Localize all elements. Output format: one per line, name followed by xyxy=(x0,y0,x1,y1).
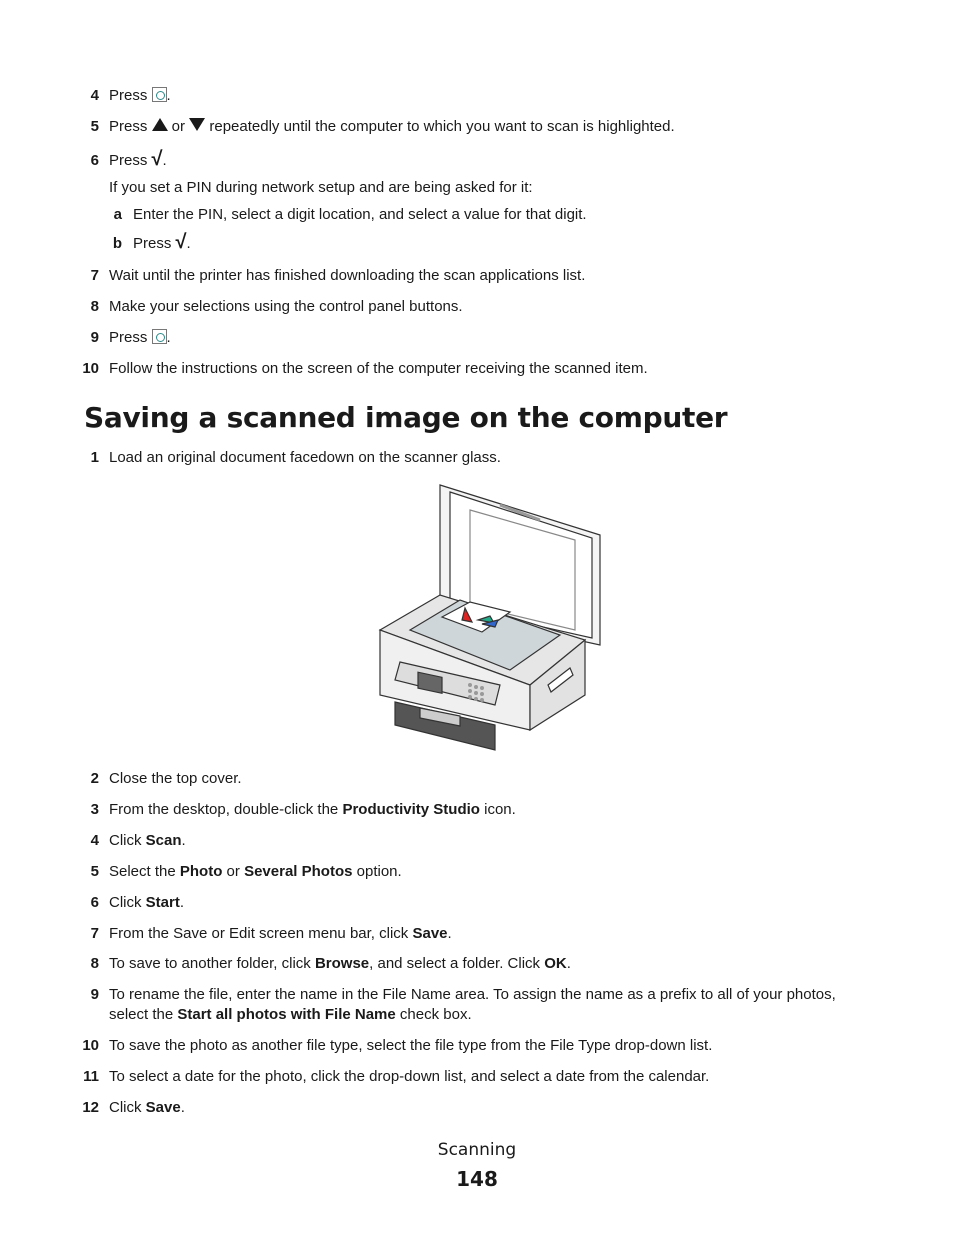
step-text: Click Start. xyxy=(109,894,185,911)
checkmark-icon: √ xyxy=(151,148,163,170)
step-number: 7 xyxy=(90,925,99,942)
bold-term: Save xyxy=(412,925,448,942)
step-number: 6 xyxy=(90,152,99,169)
step-text: From the Save or Edit screen menu bar, click Save. xyxy=(109,925,452,942)
step-number: 10 xyxy=(82,360,99,377)
step-text: Wait until the printer has finished downloading the scan applications list. xyxy=(109,267,586,284)
step-number: 3 xyxy=(90,801,99,818)
bold-term: Scan xyxy=(145,832,182,849)
bold-term: Browse xyxy=(314,955,370,972)
step-text: Close the top cover. xyxy=(109,770,242,787)
step-number: 9 xyxy=(90,986,99,1003)
start-button-icon xyxy=(152,87,167,102)
step-number: 1 xyxy=(90,449,99,466)
step-text: Click Save. xyxy=(109,1099,185,1116)
step-number: 2 xyxy=(90,770,99,787)
step-text: Follow the instructions on the screen of the computer receiving the scanned item. xyxy=(109,360,648,377)
bold-term: Photo xyxy=(179,863,223,880)
step-text: To save the photo as another file type, select the file type from the File Type drop-down list. xyxy=(109,1037,713,1054)
step-number: a xyxy=(113,206,122,223)
bold-term: Productivity Studio xyxy=(342,801,480,818)
arrow-down-icon xyxy=(189,118,205,131)
start-button-icon xyxy=(152,329,167,344)
step-number: 6 xyxy=(90,894,99,911)
checkmark-icon: √ xyxy=(175,231,187,253)
step-number: 11 xyxy=(83,1068,99,1085)
step-number: 4 xyxy=(90,832,99,849)
step-text: Press . xyxy=(109,87,171,104)
step-number: 8 xyxy=(90,955,99,972)
bold-term: Save xyxy=(145,1099,181,1116)
step-number: 9 xyxy=(90,329,99,346)
step-number: 5 xyxy=(90,118,99,135)
bold-term: Start xyxy=(145,894,180,911)
step-number: 10 xyxy=(82,1037,99,1054)
bold-term: Several Photos xyxy=(244,863,353,880)
step-text: Make your selections using the control panel buttons. xyxy=(109,298,463,315)
section-title: Saving a scanned image on the computer xyxy=(84,401,728,434)
step-text: Click Scan. xyxy=(109,832,186,849)
scanner-illustration xyxy=(370,480,610,755)
step-text: Press or repeatedly until the computer to which you want to scan is highlighted. xyxy=(109,118,675,135)
step-number: 5 xyxy=(90,863,99,880)
step-text: Load an original document facedown on the scanner glass. xyxy=(109,449,501,466)
bold-term: Start all photos with File Name xyxy=(177,1006,396,1023)
step-text: Select the Photo or Several Photos option. xyxy=(109,863,402,880)
step-number: 12 xyxy=(82,1099,99,1116)
step-text: To save to another folder, click Browse, and select a folder. Click OK. xyxy=(109,955,571,972)
step-number: b xyxy=(112,235,122,252)
step-text: From the desktop, double-click the Productivity Studio icon. xyxy=(109,801,516,818)
pin-note: If you set a PIN during network setup and are being asked for it: xyxy=(109,179,533,196)
step-text: Enter the PIN, select a digit location, and select a value for that digit. xyxy=(133,206,587,223)
step-text: To rename the file, enter the name in the File Name area. To assign the name as a prefix to all of your photos, select the Start all photos with File Name check box. xyxy=(109,986,836,1023)
page-number: 148 xyxy=(456,1167,498,1191)
step-number: 4 xyxy=(90,87,99,104)
footer-section-label: Scanning xyxy=(437,1140,517,1160)
bold-term: OK xyxy=(544,955,567,972)
step-number: 7 xyxy=(90,267,99,284)
step-text: Press . xyxy=(109,329,171,346)
step-number: 8 xyxy=(90,298,99,315)
arrow-up-icon xyxy=(152,118,168,131)
step-text: Press √. xyxy=(109,148,167,170)
step-text: To select a date for the photo, click the drop-down list, and select a date from the calendar. xyxy=(109,1068,710,1085)
step-text: Press √. xyxy=(133,231,191,253)
